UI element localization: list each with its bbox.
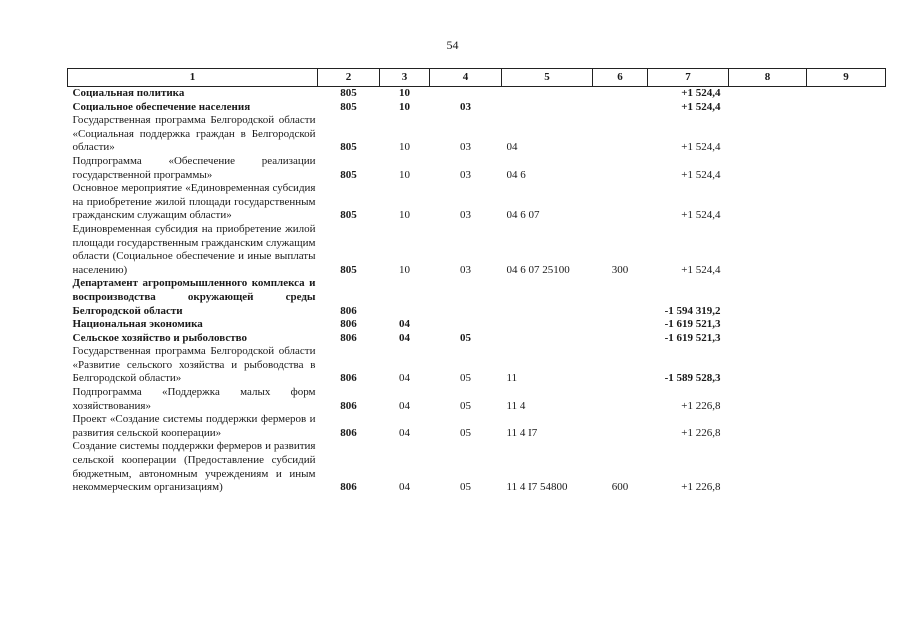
row-ministry-code: 806 [340,399,357,412]
row-expense-type: 300 [611,263,629,276]
row-expense-type: 600 [611,481,629,494]
row-target-article: 04 [506,141,518,154]
row-name: Государственная программа Белгородской области «Социальная поддержка граждан в Белгородской области» [72,114,316,154]
budget-table [67,68,886,495]
row-col8 [729,277,807,318]
column-header-6: 6 [593,69,648,87]
row-col8 [729,182,807,223]
row-name: Проект «Создание системы поддержки фермеров и развития сельской кооперации» [72,413,316,439]
row-section-code: 10 [399,168,410,181]
table-row [68,223,886,277]
table-row [68,277,886,318]
row-col8 [729,332,807,346]
row-subsection-code [430,277,502,318]
row-amount: +1 226,8 [681,399,721,412]
column-header-2: 2 [318,69,380,87]
row-expense-type [593,87,648,101]
row-ministry-code: 806 [340,304,357,317]
column-header-9: 9 [807,69,886,87]
row-subsection-code: 05 [460,481,471,494]
row-ministry-code: 805 [340,263,357,276]
table-row [68,345,886,386]
row-name: Основное мероприятие «Единовременная субсидия на приобретение жилой площади государственным гражданским служащим области» [72,182,316,222]
row-section-code: 04 [399,426,410,439]
table-row [68,182,886,223]
row-col9 [807,440,886,494]
row-col8 [729,114,807,155]
row-col8 [729,87,807,101]
row-section-code: 10 [399,141,410,154]
row-col9 [807,87,886,101]
table-row [68,440,886,494]
row-ministry-code: 805 [340,141,357,154]
row-ministry-code: 806 [340,372,357,385]
row-col9 [807,182,886,223]
row-target-article [502,101,593,115]
row-subsection-code: 03 [460,141,471,154]
row-ministry-code: 805 [340,168,357,181]
row-subsection-code: 03 [460,209,471,222]
table-row [68,332,886,346]
row-col9 [807,223,886,277]
row-section-code: 04 [399,481,410,494]
column-header-3: 3 [380,69,430,87]
row-col8 [729,318,807,332]
row-col9 [807,332,886,346]
row-col9 [807,345,886,386]
row-amount: +1 226,8 [681,426,721,439]
row-subsection-code: 05 [460,331,471,344]
row-target-article: 11 4 I7 [506,426,538,439]
row-amount: -1 619 521,3 [664,331,721,344]
row-name: Создание системы поддержки фермеров и развития сельской кооперации (Предоставление субсидий бюджетным, автономным учреждениям и иным некоммерческим организациям) [72,440,316,494]
table-row [68,101,886,115]
row-ministry-code: 806 [340,481,357,494]
row-amount: +1 524,4 [681,263,721,276]
table-row [68,413,886,440]
page-number: 54 [446,38,459,52]
row-col9 [807,277,886,318]
row-target-article: 11 4 I7 54800 [506,481,568,494]
table-row [68,87,886,101]
row-subsection-code [430,87,502,101]
row-expense-type [593,155,648,182]
row-target-article: 11 [506,372,518,385]
row-expense-type [593,413,648,440]
row-col8 [729,386,807,413]
row-expense-type [593,318,648,332]
row-amount: +1 524,4 [681,209,721,222]
row-name: Подпрограмма «Поддержка малых форм хозяйствования» [72,386,316,412]
table-header-row [68,69,886,87]
row-subsection-code: 03 [460,100,471,113]
row-col9 [807,413,886,440]
row-subsection-code: 05 [460,426,471,439]
row-name: Социальное обеспечение населения [72,100,251,113]
row-col9 [807,318,886,332]
row-col8 [729,413,807,440]
row-expense-type [593,114,648,155]
row-ministry-code: 806 [340,318,357,331]
row-name: Подпрограмма «Обеспечение реализации государственной программы» [72,154,316,181]
row-section-code: 10 [399,209,410,222]
row-section-code: 04 [399,331,410,344]
row-amount: -1 589 528,3 [664,372,721,385]
row-target-article: 04 6 [506,168,526,181]
row-ministry-code: 806 [340,331,357,344]
row-subsection-code: 03 [460,168,471,181]
row-expense-type [593,345,648,386]
row-expense-type [593,101,648,115]
table-row [68,155,886,182]
row-col8 [729,101,807,115]
column-header-8: 8 [729,69,807,87]
row-col9 [807,155,886,182]
row-amount: -1 594 319,2 [664,304,721,317]
row-subsection-code [430,318,502,332]
row-col8 [729,440,807,494]
row-col9 [807,101,886,115]
row-ministry-code: 806 [340,426,357,439]
column-header-4: 4 [430,69,502,87]
column-header-5: 5 [502,69,593,87]
row-amount: +1 524,4 [681,100,721,113]
row-target-article: 11 4 [506,399,526,412]
row-section-code: 04 [399,399,410,412]
row-subsection-code: 05 [460,399,471,412]
row-col9 [807,386,886,413]
row-expense-type [593,332,648,346]
row-name: Департамент агропромышленного комплекса и воспроизводства окружающей среды Белгородской области [72,277,316,317]
row-expense-type [593,277,648,318]
row-section-code: 10 [399,87,410,99]
row-name: Единовременная субсидия на приобретение жилой площади государственным гражданским служащим области (Социальное обеспечение и иные выплаты населению) [72,222,316,276]
row-section-code: 04 [399,372,410,385]
row-amount: +1 524,4 [681,141,721,154]
row-col8 [729,223,807,277]
column-header-1: 1 [68,69,318,87]
row-ministry-code: 805 [340,209,357,222]
row-expense-type [593,386,648,413]
row-target-article [502,332,593,346]
row-amount: -1 619 521,3 [664,318,721,331]
row-ministry-code: 805 [340,87,357,99]
column-header-7: 7 [648,69,729,87]
row-subsection-code: 05 [460,372,471,385]
table-row [68,114,886,155]
row-ministry-code: 805 [340,100,357,113]
row-subsection-code: 03 [460,263,471,276]
table-row [68,386,886,413]
row-section-code: 10 [399,100,410,113]
row-name: Социальная политика [72,87,185,99]
row-expense-type [593,182,648,223]
row-target-article [502,318,593,332]
row-section-code: 10 [399,263,410,276]
row-name: Государственная программа Белгородской области «Развитие сельского хозяйства и рыбоводства в Белгородской области» [72,345,316,385]
row-target-article [502,87,593,101]
row-target-article [502,277,593,318]
row-col8 [729,155,807,182]
row-name: Национальная экономика [72,318,203,331]
row-col8 [729,345,807,386]
row-target-article: 04 6 07 25100 [506,263,570,276]
row-amount: +1 524,4 [681,87,721,99]
table-row [68,318,886,332]
row-section-code [380,277,430,318]
row-col9 [807,114,886,155]
row-name: Сельское хозяйство и рыболовство [72,331,247,344]
row-amount: +1 226,8 [681,481,721,494]
row-amount: +1 524,4 [681,168,721,181]
row-target-article: 04 6 07 [506,209,540,222]
row-section-code: 04 [399,318,410,331]
